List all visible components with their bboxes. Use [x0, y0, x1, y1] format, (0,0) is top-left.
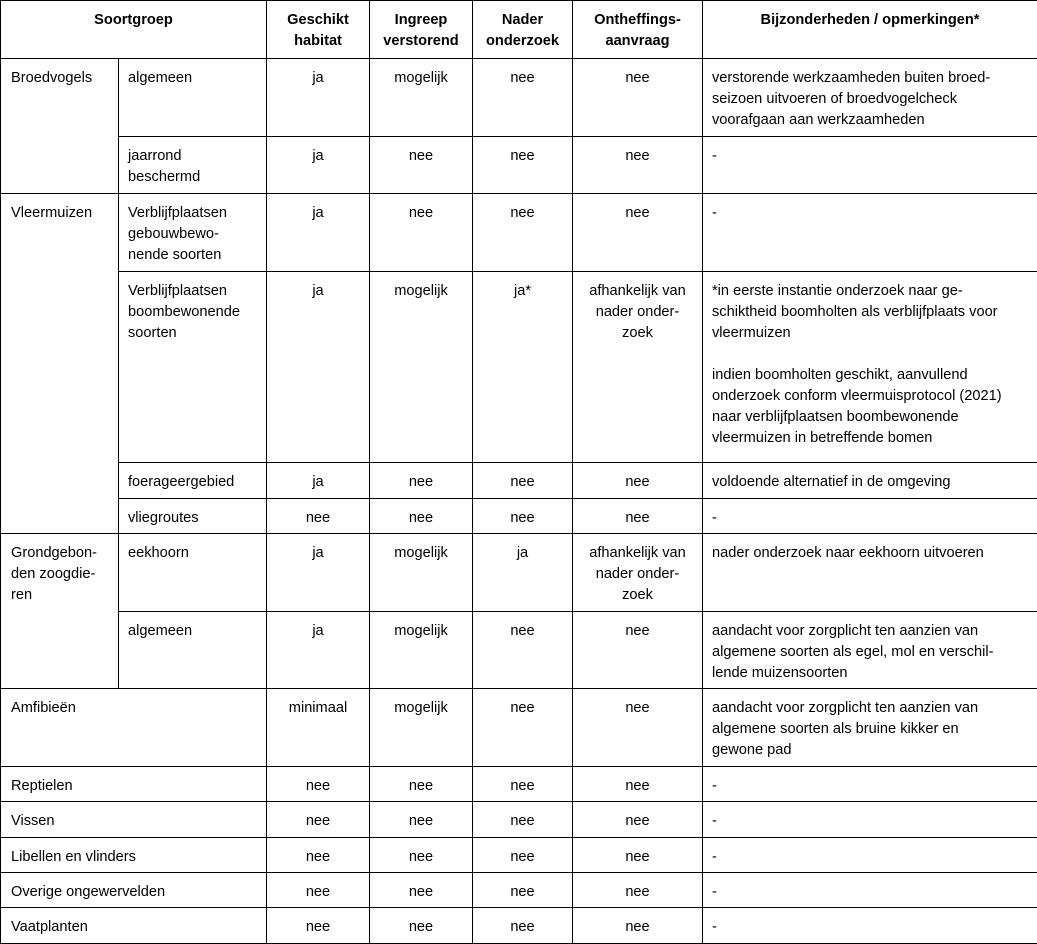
group-overige-ongewervelden: Overige ongewervelden: [1, 873, 267, 908]
ontheffing-cell: nee: [573, 137, 703, 194]
opmerking-cell: -: [703, 908, 1037, 944]
nader-cell: nee: [473, 802, 573, 838]
header-soortgroep: Soortgroep: [1, 1, 267, 59]
nader-cell: ja*: [473, 272, 573, 463]
ingreep-cell: nee: [370, 499, 473, 534]
ontheffing-cell: nee: [573, 802, 703, 838]
sub-cell: eekhoorn: [119, 534, 267, 612]
table-row: [1, 689, 1037, 767]
nader-cell: nee: [473, 194, 573, 272]
ingreep-cell: nee: [370, 137, 473, 194]
ontheffing-cell: nee: [573, 767, 703, 802]
table-row: [1, 463, 1037, 499]
group-vissen: Vissen: [1, 802, 267, 838]
ingreep-cell: nee: [370, 194, 473, 272]
geschikt-cell: nee: [267, 499, 370, 534]
ontheffing-cell: nee: [573, 499, 703, 534]
nader-cell: nee: [473, 499, 573, 534]
opmerking-paragraph: *in eerste instantie onderzoek naar ge- schiktheid boomholten als verblijfplaats voor vleermuizen: [712, 281, 1030, 344]
geschikt-cell: ja: [267, 59, 370, 137]
ontheffing-cell: nee: [573, 612, 703, 689]
nader-cell: nee: [473, 689, 573, 767]
nader-cell: nee: [473, 908, 573, 944]
sub-cell: algemeen: [119, 612, 267, 689]
geschikt-cell: nee: [267, 838, 370, 873]
group-libellen-en-vlinders: Libellen en vlinders: [1, 838, 267, 873]
sub-cell: foerageergebied: [119, 463, 267, 499]
ontheffing-cell: nee: [573, 194, 703, 272]
opmerking-cell: [703, 272, 1037, 463]
ontheffing-cell: nee: [573, 689, 703, 767]
ingreep-cell: nee: [370, 802, 473, 838]
table-row: [1, 499, 1037, 534]
geschikt-cell: ja: [267, 534, 370, 612]
group-vaatplanten: Vaatplanten: [1, 908, 267, 944]
opmerking-cell: -: [703, 499, 1037, 534]
table-row: [1, 534, 1037, 612]
table-row: [1, 873, 1037, 908]
geschikt-cell: minimaal: [267, 689, 370, 767]
sub-cell: algemeen: [119, 59, 267, 137]
sub-cell: vliegroutes: [119, 499, 267, 534]
opmerking-cell: -: [703, 873, 1037, 908]
ingreep-cell: mogelijk: [370, 534, 473, 612]
opmerking-cell: -: [703, 137, 1037, 194]
table-row: [1, 612, 1037, 689]
sub-cell: Verblijfplaatsen boombewonende soorten: [119, 272, 267, 463]
table-row: [1, 272, 1037, 463]
header-row: [1, 1, 1037, 59]
opmerking-cell: nader onderzoek naar eekhoorn uitvoeren: [703, 534, 1037, 612]
header-bijzonderheden: Bijzonderheden / opmerkingen*: [703, 1, 1037, 59]
ingreep-cell: nee: [370, 873, 473, 908]
header-ontheffingsaanvraag: Ontheffings- aanvraag: [573, 1, 703, 59]
nader-cell: nee: [473, 838, 573, 873]
group-vleermuizen: Vleermuizen: [1, 194, 119, 534]
geschikt-cell: ja: [267, 137, 370, 194]
geschikt-cell: ja: [267, 272, 370, 463]
group-broedvogels: Broedvogels: [1, 59, 119, 194]
ingreep-cell: mogelijk: [370, 272, 473, 463]
ontheffing-cell: nee: [573, 59, 703, 137]
table-row: [1, 908, 1037, 944]
nader-cell: nee: [473, 873, 573, 908]
ontheffing-cell: nee: [573, 463, 703, 499]
table-row: [1, 802, 1037, 838]
geschikt-cell: ja: [267, 463, 370, 499]
ingreep-cell: nee: [370, 463, 473, 499]
ontheffing-cell: afhankelijk van nader onder- zoek: [573, 534, 703, 612]
nader-cell: nee: [473, 59, 573, 137]
sub-cell: jaarrond beschermd: [119, 137, 267, 194]
opmerking-cell: aandacht voor zorgplicht ten aanzien van algemene soorten als egel, mol en verschil- lende muizensoorten: [703, 612, 1037, 689]
opmerking-cell: -: [703, 838, 1037, 873]
table-row: [1, 194, 1037, 272]
table-row: [1, 59, 1037, 137]
geschikt-cell: nee: [267, 908, 370, 944]
nader-cell: nee: [473, 463, 573, 499]
ontheffing-cell: nee: [573, 873, 703, 908]
ontheffing-cell: nee: [573, 838, 703, 873]
ingreep-cell: mogelijk: [370, 612, 473, 689]
ingreep-cell: nee: [370, 767, 473, 802]
table-row: [1, 767, 1037, 802]
ingreep-cell: nee: [370, 838, 473, 873]
group-amfibieen: Amfibieën: [1, 689, 267, 767]
ingreep-cell: nee: [370, 908, 473, 944]
group-reptielen: Reptielen: [1, 767, 267, 802]
opmerking-paragraph: indien boomholten geschikt, aanvullend onderzoek conform vleermuisprotocol (2021) naar verblijfplaatsen boombewonende vleermuizen in betreffende bomen: [712, 365, 1030, 449]
table-row: [1, 137, 1037, 194]
opmerking-cell: -: [703, 767, 1037, 802]
geschikt-cell: nee: [267, 873, 370, 908]
ingreep-cell: mogelijk: [370, 689, 473, 767]
opmerking-cell: -: [703, 802, 1037, 838]
sub-cell: Verblijfplaatsen gebouwbewo- nende soorten: [119, 194, 267, 272]
header-nader-onderzoek: Nader onderzoek: [473, 1, 573, 59]
geschikt-cell: ja: [267, 194, 370, 272]
nader-cell: nee: [473, 767, 573, 802]
opmerking-cell: aandacht voor zorgplicht ten aanzien van algemene soorten als bruine kikker en gewone pad: [703, 689, 1037, 767]
opmerking-cell: verstorende werkzaamheden buiten broed- seizoen uitvoeren of broedvogelcheck voorafgaan aan werkzaamheden: [703, 59, 1037, 137]
table-row: [1, 838, 1037, 873]
geschikt-cell: nee: [267, 767, 370, 802]
ingreep-cell: mogelijk: [370, 59, 473, 137]
geschikt-cell: nee: [267, 802, 370, 838]
nader-cell: nee: [473, 612, 573, 689]
header-ingreep-verstorend: Ingreep verstorend: [370, 1, 473, 59]
opmerking-cell: voldoende alternatief in de omgeving: [703, 463, 1037, 499]
ontheffing-cell: nee: [573, 908, 703, 944]
group-grondgebonden-zoogdieren: Grondgebon- den zoogdie- ren: [1, 534, 119, 689]
nader-cell: ja: [473, 534, 573, 612]
opmerking-cell: -: [703, 194, 1037, 272]
nader-cell: nee: [473, 137, 573, 194]
ontheffing-cell: afhankelijk van nader onder- zoek: [573, 272, 703, 463]
geschikt-cell: ja: [267, 612, 370, 689]
header-geschikt-habitat: Geschikt habitat: [267, 1, 370, 59]
